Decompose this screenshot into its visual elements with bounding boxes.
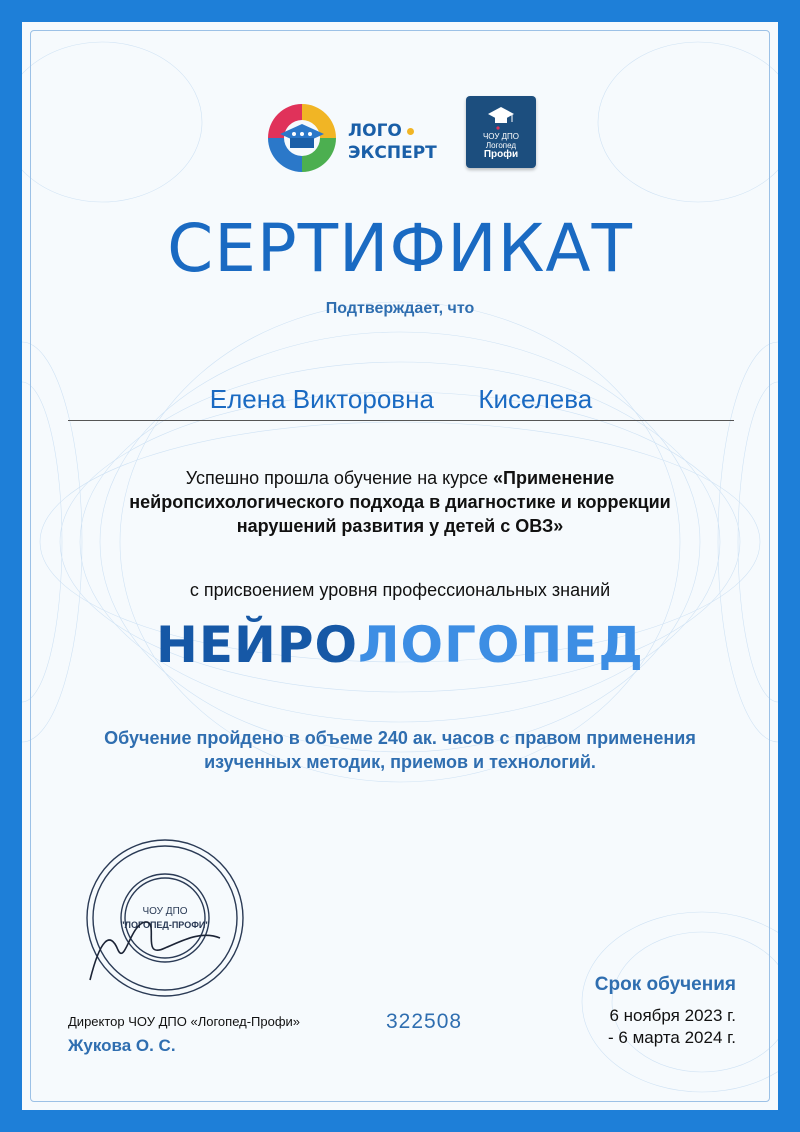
confirms-text: Подтверждает, что [325, 300, 475, 317]
director-title: Директор ЧОУ ДПО «Логопед-Профи» [68, 1014, 301, 1029]
logo-expert-text: ЛОГО ЭКСПЕРТ [348, 121, 437, 163]
director-name: Жукова О. С. [68, 1036, 176, 1055]
period-from: 6 ноября 2023 г. [609, 1006, 736, 1025]
logo-expert [264, 100, 444, 180]
logos [22, 96, 778, 186]
course-prefix: Успешно прошла обучение на курсе [185, 468, 494, 488]
course-text [102, 466, 698, 538]
certificate-number: 322508 [386, 1010, 463, 1033]
level-title [22, 616, 778, 674]
level-part-1: НЕЙРО [156, 616, 359, 674]
hours-text: Обучение пройдено в объеме 240 ак. часов с правом применения изученных методик, приемов и технологий. [104, 728, 696, 772]
certificate-sheet [22, 22, 778, 1110]
logo-profi [466, 96, 536, 168]
seal-line-1: ЧОУ ДПО [142, 906, 188, 917]
seal-stamp [70, 830, 250, 1010]
recipient-first-middle: Елена Викторовна [209, 384, 434, 414]
seal-line-2: "ЛОГОПЕД-ПРОФИ" [120, 920, 210, 930]
recipient-name [68, 384, 734, 421]
logo-expert-icon [264, 100, 340, 176]
level-part-2: ЛОГОПЕД [358, 616, 644, 674]
signature [90, 922, 220, 980]
period-to: - 6 марта 2024 г. [608, 1028, 736, 1047]
certificate-title: СЕРТИФИКАТ [167, 210, 633, 287]
recipient-last: Киселева [478, 384, 593, 414]
period-title: Срок обучения [594, 974, 736, 995]
logo-profi-text: ЧОУ ДПО Логопед Профи [482, 132, 520, 160]
course-name: «Применение нейропсихологического подхода в диагностике и коррекции нарушений развития у детей с ОВЗ» [129, 468, 671, 536]
level-caption: с присвоением уровня профессиональных знаний [189, 580, 611, 600]
graduation-cap-icon [466, 96, 536, 132]
